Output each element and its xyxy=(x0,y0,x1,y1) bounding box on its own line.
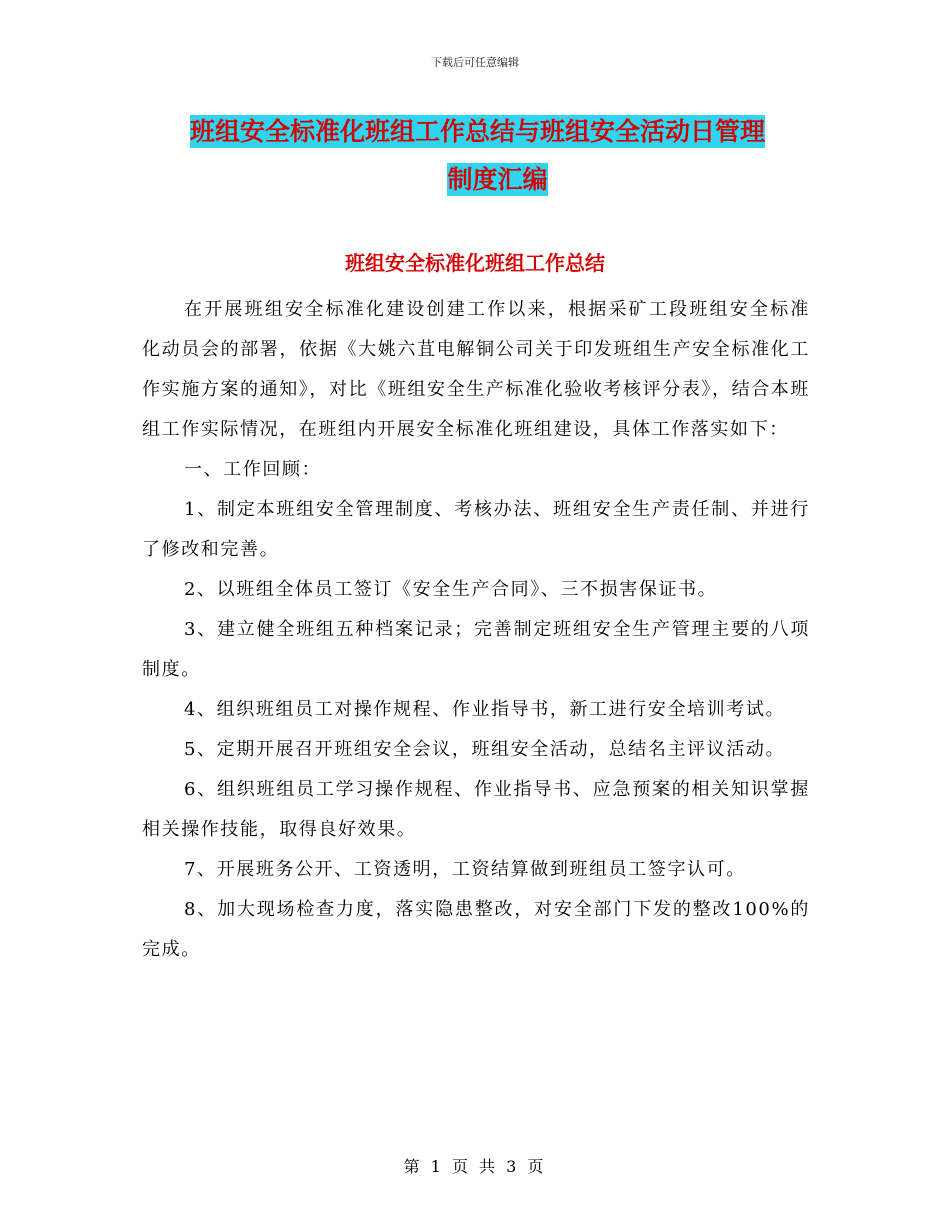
list-item-8: 8、加大现场检查力度，落实隐患整改，对安全部门下发的整改100%的完成。 xyxy=(142,899,810,960)
page-number-footer: 第 1 页 共 3 页 xyxy=(403,1157,547,1176)
document-title-line-2: 制度汇编 xyxy=(447,165,548,194)
list-item-7: 7、开展班务公开、工资透明，工资结算做到班组员工签字认可。 xyxy=(184,859,746,880)
list-item-1: 1、制定本班组安全管理制度、考核办法、班组安全生产责任制、并进行了修改和完善。 xyxy=(142,499,810,560)
paragraph-intro: 在开展班组安全标准化建设创建工作以来，根据采矿工段班组安全标准化动员会的部署，依据《大姚六苴电解铜公司关于印发班组生产安全标准化工作实施方案的通知》，对比《班组安全生产标准化验收考核评分表》，结合本班组工作实际情况，在班组内开展安全标准化班组建设，具体工作落实如下： xyxy=(142,299,810,440)
header-note: 下载后可任意编辑 xyxy=(431,56,519,69)
document-title-line-1: 班组安全标准化班组工作总结与班组安全活动日管理 xyxy=(190,117,766,146)
list-item-5: 5、定期开展召开班组安全会议，班组安全活动，总结名主评议活动。 xyxy=(184,739,786,760)
list-item-2: 2、以班组全体员工签订《安全生产合同》、三不损害保证书。 xyxy=(184,579,718,600)
list-item-4: 4、组织班组员工对操作规程、作业指导书，新工进行安全培训考试。 xyxy=(184,699,786,720)
paragraph-heading-review: 一、工作回顾： xyxy=(184,459,322,480)
document-body xyxy=(142,290,810,970)
document-title xyxy=(190,108,810,204)
list-item-3: 3、建立健全班组五种档案记录；完善制定班组安全生产管理主要的八项制度。 xyxy=(142,619,810,680)
section-title: 班组安全标准化班组工作总结 xyxy=(345,251,605,275)
list-item-6: 6、组织班组员工学习操作规程、作业指导书、应急预案的相关知识掌握相关操作技能，取得良好效果。 xyxy=(142,779,810,840)
